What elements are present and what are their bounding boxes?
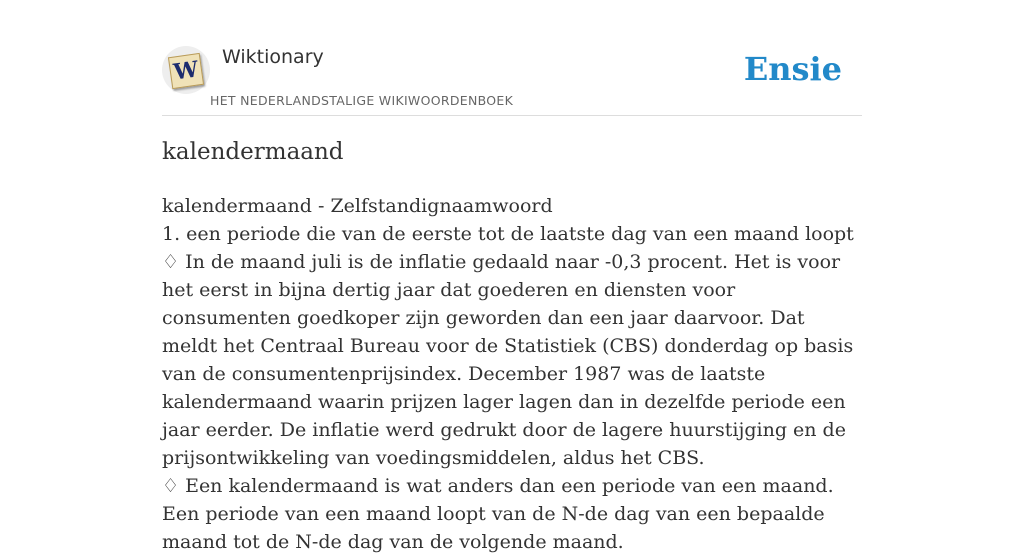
entry-content [162,192,862,556]
entry-definition: 1. een periode die van de eerste tot de laatste dag van een maand loopt [162,223,854,245]
page-title: kalendermaand [162,139,344,165]
entry-example: ♢ Een kalendermaand is wat anders dan een periode van een maand. Een periode van een maand loopt van de N-de dag van een bepaalde maand tot de N-de dag van de volgende maand. [162,475,834,553]
entry-heading: kalendermaand - Zelfstandignaamwoord [162,195,553,217]
ensie-brand-logo[interactable]: Ensie [743,50,842,88]
entry-example: ♢ In de maand juli is de inflatie gedaald naar -0,3 procent. Het is voor het eerst in bijna dertig jaar dat goederen en diensten voor consumenten goedkoper zijn geworden dan een jaar daarvoor. Dat meldt het Centraal Bureau voor de Statistiek (CBS) donderdag op basis van de consumentenprijsindex. December 1987 was de laatste kalendermaand waarin prijzen lager lagen dan in dezelfde periode een jaar eerder. De inflatie werd gedrukt door de lagere huurstijging en de prijsontwikkeling van voedingsmiddelen, aldus het CBS. [162,251,854,469]
wiktionary-logo[interactable] [162,46,210,94]
header-divider [162,115,862,116]
logo-letter: W [171,56,201,86]
site-subtitle: HET NEDERLANDSTALIGE WIKIWOORDENBOEK [210,93,514,108]
site-name[interactable]: Wiktionary [222,46,324,68]
wiktionary-logo-icon [168,53,204,89]
